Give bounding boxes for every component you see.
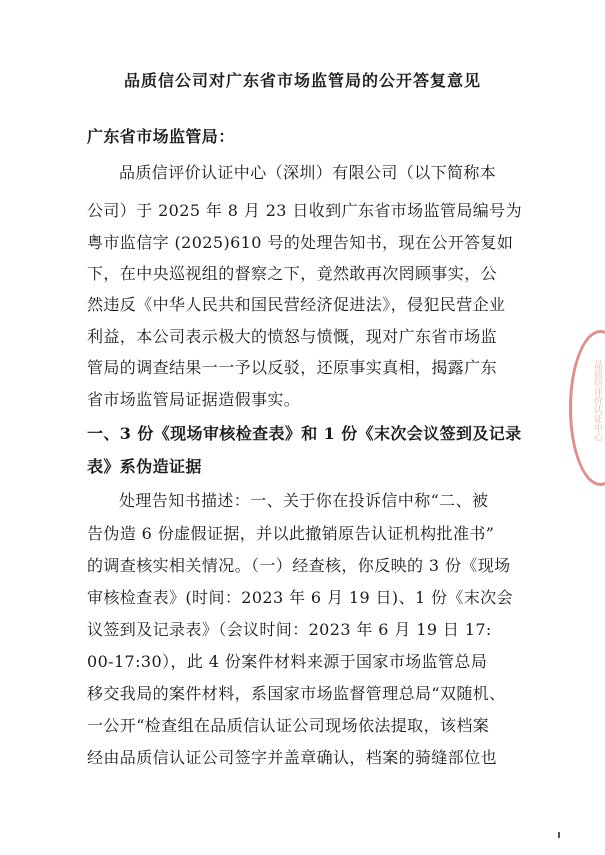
body-line: 00-17:30），此 4 份案件材料来源于国家市场监管总局 bbox=[87, 652, 488, 671]
body-line: 省市场监管局证据造假事实。 bbox=[87, 390, 301, 409]
seal-text: 品质信评价认证中心 bbox=[592, 360, 602, 441]
body-line: 的调查核实相关情况。（一）经查核，你反映的 3 份《现场 bbox=[87, 556, 511, 575]
scan-mark bbox=[558, 832, 560, 838]
body-line: 审核检查表》(时间：2023 年 6 月 19 日)、1 份《末次会 bbox=[87, 588, 514, 607]
document-title: 品质信公司对广东省市场监管局的公开答复意见 bbox=[123, 71, 481, 90]
body-line: 粤市监信字 (2025)610 号的处理告知书，现在公开答复如 bbox=[87, 233, 514, 252]
body-line: 品质信评价认证中心（深圳）有限公司（以下简称本 bbox=[119, 163, 497, 182]
body-line: 一公开“检查组在品质信认证公司现场依法提取，该档案 bbox=[87, 716, 490, 735]
body-line: 处理告知书描述：一、关于你在投诉信中称“二、被 bbox=[119, 491, 489, 510]
body-line: 经由品质信认证公司签字并盖章确认，档案的骑缝部位也 bbox=[87, 748, 498, 767]
body-line: 议签到及记录表》（会议时间：2023 年 6 月 19 日 17: bbox=[87, 620, 492, 639]
body-line: 一、3 份《现场审核检查表》和 1 份《末次会议签到及记录 bbox=[87, 424, 522, 443]
body-line: 管局的调查结果一一予以反驳，还原事实真相，揭露广东 bbox=[87, 358, 498, 377]
body-line: 公司）于 2025 年 8 月 23 日收到广东省市场监管局编号为 bbox=[87, 201, 522, 220]
body-line: 然违反《中华人民共和国民营经济促进法》，侵犯民营企业 bbox=[87, 295, 506, 314]
salutation: 广东省市场监管局： bbox=[87, 127, 235, 146]
body-line: 告伪造 6 份虚假证据，并以此撤销原告认证机构批准书” bbox=[87, 524, 495, 543]
body-line: 利益，本公司表示极大的愤怒与愤慨，现对广东省市场监 bbox=[87, 327, 498, 346]
body-line: 表》系伪造证据 bbox=[87, 457, 202, 476]
body-line: 移交我局的案件材料，系国家市场监督管理总局“双随机、 bbox=[87, 684, 506, 703]
body-line: 下，在中央巡视组的督察之下，竟然敢再次罔顾事实，公 bbox=[87, 264, 498, 283]
